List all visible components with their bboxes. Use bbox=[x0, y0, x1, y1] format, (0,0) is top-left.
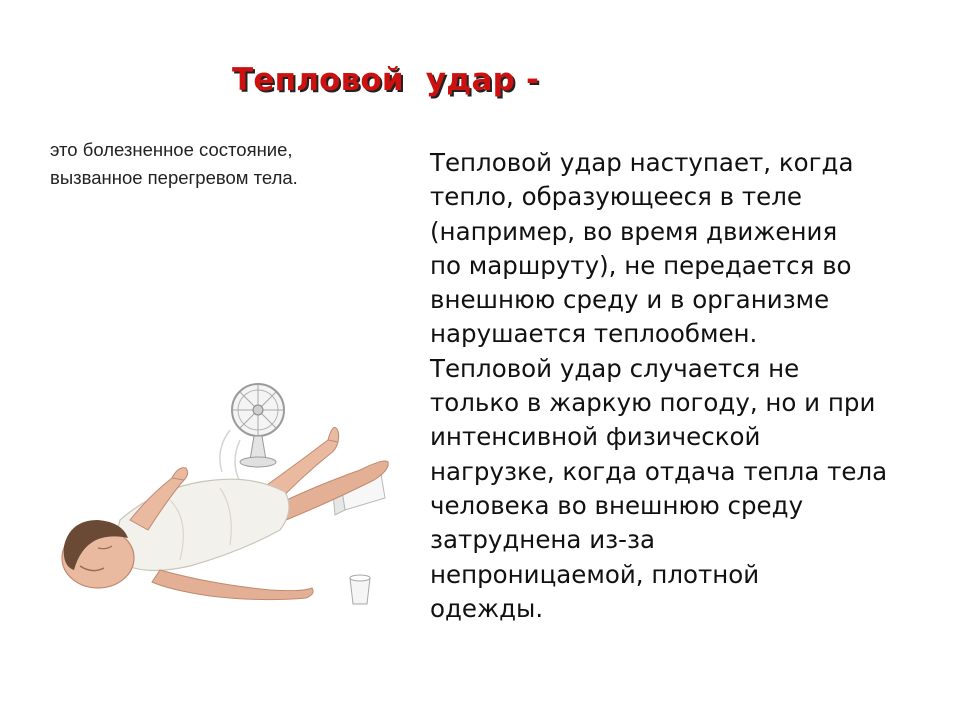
body-line: Тепловой удар наступает, когда bbox=[430, 148, 854, 177]
body-line: только в жаркую погоду, но и при bbox=[430, 388, 876, 418]
head bbox=[62, 520, 134, 588]
body-line: Тепловой удар случается не bbox=[430, 353, 800, 383]
person-lying-with-fan-illustration bbox=[40, 370, 410, 640]
body-paragraph bbox=[430, 146, 930, 626]
body-line: внешнюю среду и в организме bbox=[430, 285, 830, 315]
body-line: нагрузке, когда отдача тепла тела bbox=[430, 456, 888, 486]
body-line: одежды. bbox=[430, 593, 544, 623]
cup-icon bbox=[350, 575, 370, 604]
body-line: тепло, образующееся в теле bbox=[430, 182, 802, 212]
definition-line: вызванное перегревом тела. bbox=[50, 167, 298, 188]
definition-text bbox=[50, 136, 390, 192]
body-line: человека во внешнюю среду bbox=[430, 490, 804, 520]
body-line: (например, во время движения bbox=[430, 216, 838, 246]
fan-icon bbox=[220, 384, 284, 482]
body-line: интенсивной физической bbox=[430, 422, 761, 452]
body-line: затруднена из-за bbox=[430, 525, 656, 555]
body-line: непроницаемой, плотной bbox=[430, 559, 760, 589]
body-line: по маршруту), не передается во bbox=[430, 250, 852, 280]
slide-title: Тепловой удар - bbox=[232, 62, 540, 98]
body-line: нарушается теплообмен. bbox=[430, 319, 758, 349]
definition-line: это болезненное состояние, bbox=[50, 139, 293, 160]
arm-down bbox=[152, 570, 313, 600]
